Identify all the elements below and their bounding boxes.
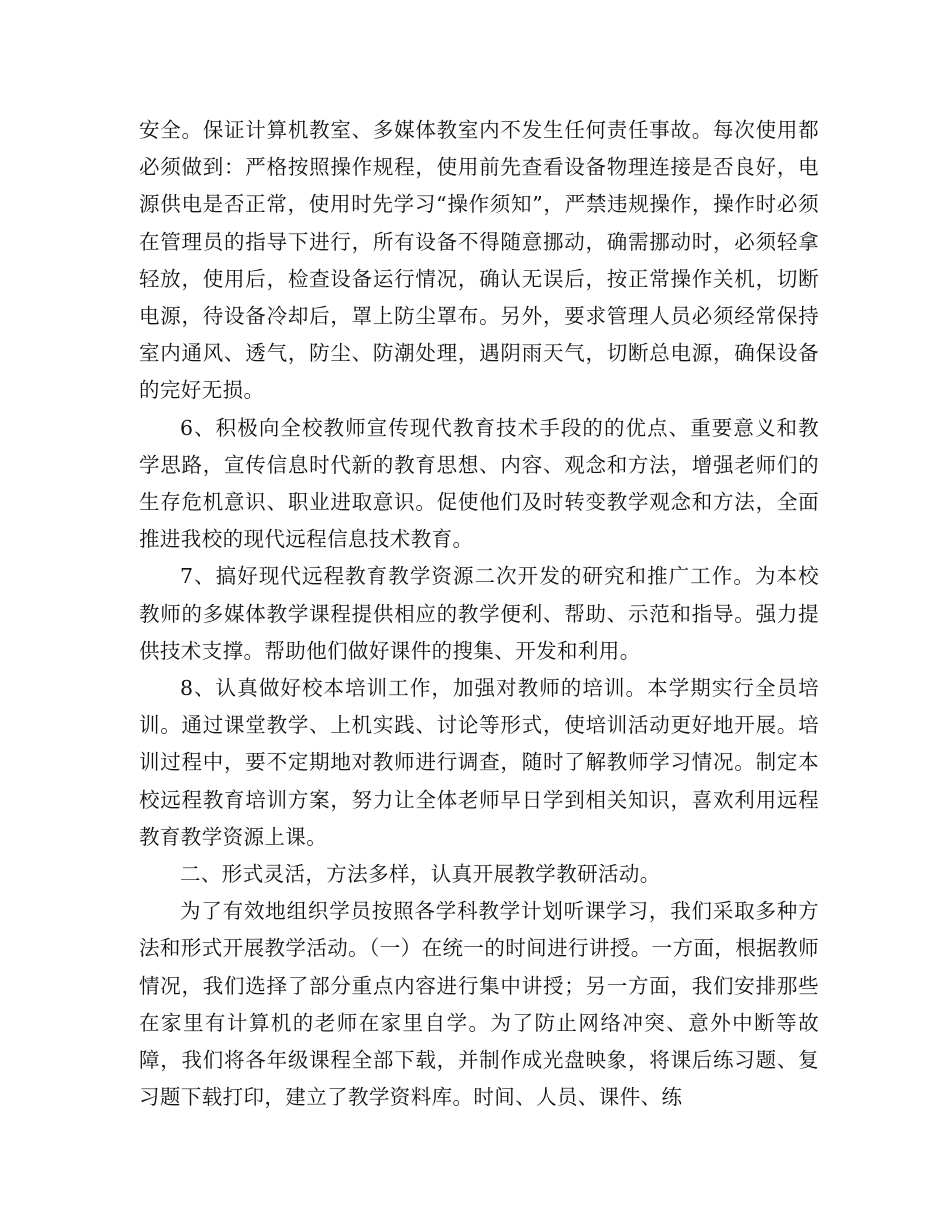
- paragraph-teaching-activities: 为了有效地组织学员按照各学科教学计划听课学习，我们采取多种方法和形式开展教学活动。（一）在统一的时间进行讲授。一方面，根据教师情况，我们选择了部分重点内容进行集中讲授；另一方面，我们安排那些在家里有计算机的老师在家里自学。为了防止网络冲突、意外中断等故障，我们将各年级课程全部下载，并制作成光盘映象，将课后练习题、复习题下载打印，建立了教学资料库。时间、人员、课件、练: [139, 899, 819, 1110]
- paragraph-safety: 安全。保证计算机教室、多媒体教室内不发生任何责任事故。每次使用都必须做到：严格按照操作规程，使用前先查看设备物理连接是否良好，电源供电是否正常，使用时先学习“操作须知”，严禁违规操作，操作时必须在管理员的指导下进行，所有设备不得随意挪动，确需挪动时，必须轻拿轻放，使用后，检查设备运行情况，确认无误后，按正常操作关机，切断电源，待设备冷却后，罩上防尘罩布。另外，要求管理人员必须经常保持室内通风、透气，防尘、防潮处理，遇阴雨天气，切断总电源，确保设备的完好无损。: [139, 118, 819, 403]
- paragraph-item-8: 8、认真做好校本培训工作，加强对教师的培训。本学期实行全员培训。通过课堂教学、上机实践、讨论等形式，使培训活动更好地开展。培训过程中，要不定期地对教师进行调查，随时了解教师学习情况。制定本校远程教育培训方案，努力让全体老师早日学到相关知识，喜欢利用远程教育教学资源上课。: [139, 676, 819, 849]
- document-body: [139, 112, 819, 1116]
- paragraph-item-7: 7、搞好现代远程教育教学资源二次开发的研究和推广工作。为本校教师的多媒体教学课程提供相应的教学便利、帮助、示范和指导。强力提供技术支撑。帮助他们做好课件的搜集、开发和利用。: [139, 564, 819, 663]
- section-heading-2: 二、形式灵活，方法多样，认真开展教学教研活动。: [180, 862, 661, 887]
- paragraph-item-6: 6、积极向全校教师宣传现代教育技术手段的的优点、重要意义和教学思路，宣传信息时代新的教育思想、内容、观念和方法，增强老师们的生存危机意识、职业进取意识。促使他们及时转变教学观念和方法，全面推进我校的现代远程信息技术教育。: [139, 415, 819, 552]
